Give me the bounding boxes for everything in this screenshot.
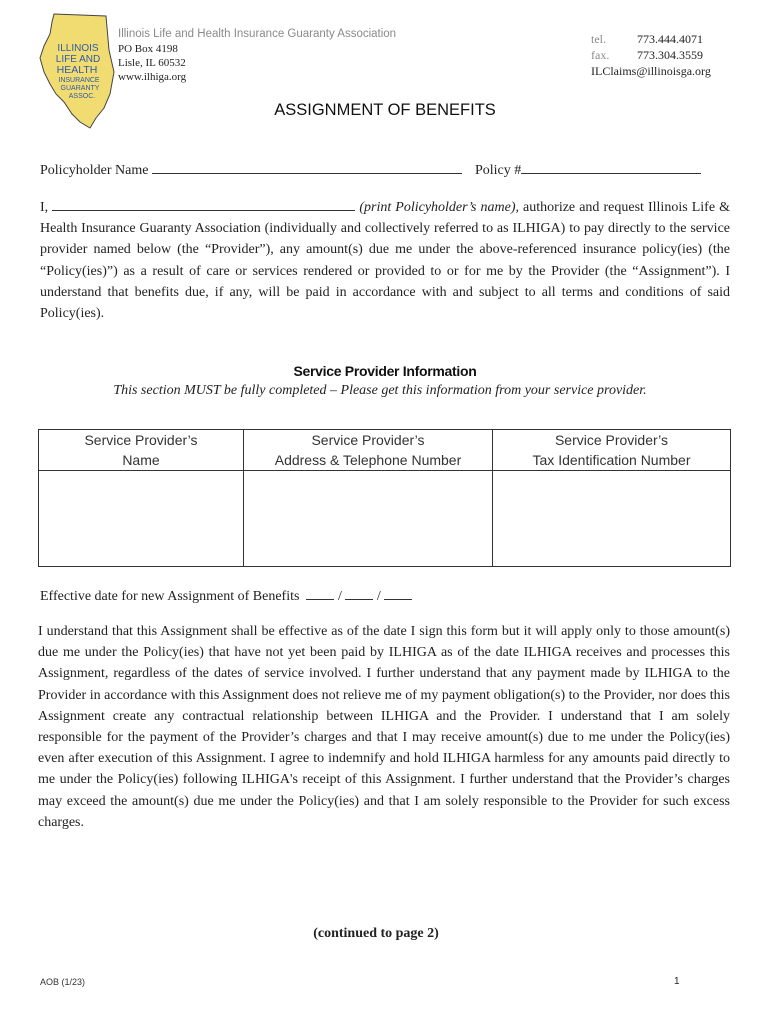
tel-label: tel.: [591, 32, 606, 46]
column-header-address: [244, 430, 493, 471]
column-header-line: Tax Identification Number: [532, 452, 691, 468]
column-header-line: Service Provider’s: [554, 432, 669, 448]
fax-value: 773.304.3559: [637, 48, 703, 62]
provider-name-cell[interactable]: [39, 471, 244, 567]
tel-row: [591, 31, 711, 47]
org-block: [118, 27, 396, 84]
policy-number-field[interactable]: [521, 160, 701, 174]
column-header-name: [39, 430, 244, 471]
logo-line: INSURANCE: [58, 77, 100, 84]
column-header-line: Name: [122, 452, 160, 468]
service-provider-table: [38, 429, 731, 567]
form-code: AOB (1/23): [40, 977, 86, 987]
print-name-hint: (print Policyholder’s name): [359, 200, 516, 215]
logo-line: ASSOC.: [68, 93, 96, 100]
provider-tax-id-cell[interactable]: [493, 471, 731, 567]
contact-block: [591, 31, 711, 79]
authorization-text: , authorize and request Illinois Life & Health Insurance Guaranty Association (individually and collectively referred to as ILHIGA) to pay directly to the service provider named below (the “Provider”), any amount(s) due me under the above-referenced insurance policy(ies) (the “Policy(ies)”) as a result of care or services rendered or provided to or for me by the Provider (the “Assignment”). I understand that benefits due, if any, will be paid in accordance with and subject to all terms and conditions of said Policy(ies).: [40, 200, 731, 322]
org-name: Illinois Life and Health Insurance Guaranty Association: [118, 28, 397, 40]
policyholder-name-field[interactable]: [152, 160, 462, 174]
column-header-line: Service Provider’s: [311, 432, 425, 448]
fax-label: fax.: [591, 48, 610, 62]
effective-date-label: Effective date for new Assignment of Benefits: [40, 589, 300, 604]
date-separator: /: [376, 589, 381, 604]
document-title: ASSIGNMENT OF BENEFITS: [274, 101, 496, 119]
logo-line: ILLINOIS: [57, 43, 99, 54]
fax-row: [591, 47, 711, 63]
effective-date-year-field[interactable]: [384, 587, 412, 600]
service-provider-note: This section MUST be fully completed – Please get this information from your service provider.: [113, 383, 647, 398]
policyholder-name-label: Policyholder Name: [40, 163, 149, 178]
service-provider-title: Service Provider Information: [293, 363, 477, 379]
table-row: [39, 471, 731, 567]
logo-line: LIFE AND: [55, 54, 101, 65]
effective-date-day-field[interactable]: [345, 587, 373, 600]
date-separator: /: [337, 589, 342, 604]
org-website: www.ilhiga.org: [118, 71, 187, 83]
print-name-field[interactable]: [52, 197, 355, 211]
understanding-paragraph: I understand that this Assignment shall be effective as of the date I sign this form but it will apply only to those amount(s) due me under the Policy(ies) that have not yet been paid by ILHIGA as of the date ILHIGA receives and processes this Assignment, regardless of the dates of service involved. I further understand that any payment made by ILHIGA to the Provider in accordance with this Assignment does not relieve me of my payment obligation(s) to the Provider, nor does this Assignment create any contractual relationship between ILHIGA and the Provider. I understand that I am solely responsible for the payment of the Provider’s charges and that I may receive amount(s) due to me under the Policy(ies) even after execution of this Assignment. I agree to indemnify and hold ILHIGA harmless for any amounts paid directly to me under the Policy(ies) following ILHIGA's receipt of this Assignment. I further understand that the Provider’s charges may exceed the amount(s) due me under the Policy(ies) and that I am solely responsible to the Provider for such excess charges.: [38, 624, 730, 830]
authorization-paragraph: [40, 197, 730, 324]
column-header-tax-id: [493, 430, 731, 471]
org-address-line: PO Box 4198: [118, 43, 178, 55]
effective-date-line: [40, 587, 412, 605]
policy-line: [40, 160, 730, 179]
email: ILClaims@illinoisga.org: [591, 64, 711, 78]
org-address-line: Lisle, IL 60532: [118, 57, 186, 69]
column-header-line: Service Provider’s: [84, 432, 198, 448]
auth-prefix: I,: [40, 200, 49, 215]
continued-note: (continued to page 2): [313, 926, 439, 941]
provider-address-cell[interactable]: [244, 471, 493, 567]
page-number: 1: [674, 976, 680, 987]
effective-date-month-field[interactable]: [306, 587, 334, 600]
logo-line: HEALTH: [56, 64, 98, 76]
tel-value: 773.444.4071: [637, 32, 703, 46]
logo-line: GUARANTY: [60, 85, 100, 92]
policy-number-label: Policy #: [474, 163, 522, 178]
column-header-line: Address & Telephone Number: [274, 452, 462, 468]
table-header-row: [39, 430, 731, 471]
